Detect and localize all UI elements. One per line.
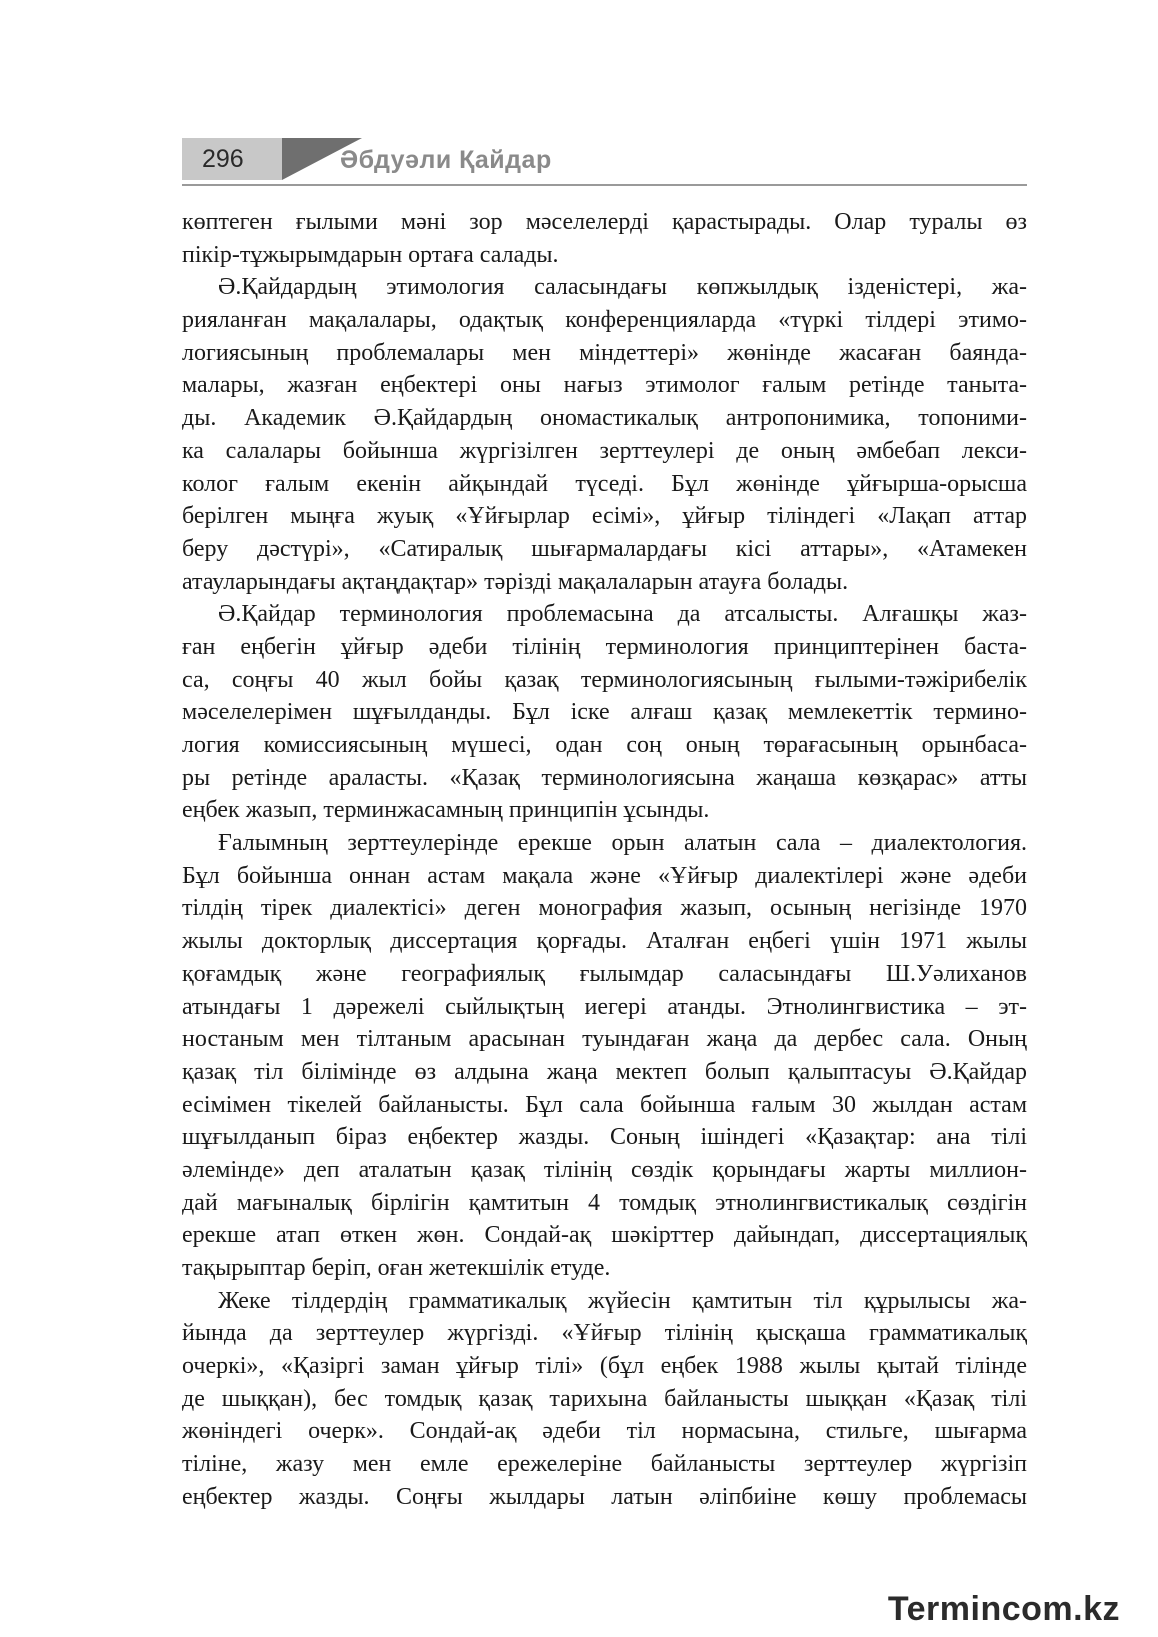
text-line: Ә.Қайдардың этимология саласындағы көпжылдық ізденістері, жа- <box>218 274 1027 301</box>
page-number: 296 <box>182 138 282 180</box>
running-head-author: Әбдуәли Қайдар <box>340 146 552 174</box>
text-line: йында да зерттеулер жүргізді. «Ұйғыр тілінің қысқаша грамматикалық <box>182 1320 1027 1347</box>
text-line: атауларындағы ақтаңдақтар» тәрізді мақалаларын атауға болады. <box>182 568 849 595</box>
text-line: ностаным мен тілтаным арасынан туындаған жаңа да дербес сала. Оның <box>182 1026 1027 1053</box>
text-line: қоғамдық және географиялық ғылымдар саласындағы Ш.Уәлиханов <box>182 960 1027 987</box>
text-line: есімімен тікелей байланысты. Бұл сала бойынша ғалым 30 жылдан астам <box>182 1091 1027 1118</box>
text-line: қазақ тіл білімінде өз алдына жаңа мектеп болып қалыптасуы Ә.Қайдар <box>182 1058 1027 1085</box>
header-rule <box>182 184 1027 186</box>
text-line: ка салалары бойынша жүргізілген зерттеулері де оның әмбебап лекси- <box>182 437 1027 464</box>
text-line: логия комиссиясының мүшесі, одан соң оның төрағасының орынбаса- <box>182 732 1027 758</box>
text-line: тақырыптар беріп, оған жетекшілік етуде. <box>182 1255 611 1281</box>
text-line: ды. Академик Ә.Қайдардың ономастикалық антропонимика, топоними- <box>182 405 1027 432</box>
text-line: ған еңбегін ұйғыр әдеби тілінің терминология принциптерінен баста- <box>182 633 1027 660</box>
text-line: көптеген ғылыми мәні зор мәселелерді қарастырады. Олар туралы өз <box>182 209 1027 235</box>
paragraph <box>182 598 1027 827</box>
text-line: еңбек жазып, терминжасамның принципін ұсынды. <box>182 797 710 824</box>
text-line: колог ғалым екенін айқындай түседі. Бұл жөнінде ұйғырша-орысша <box>182 470 1027 497</box>
text-line: пікір-тұжырымдарын ортаға салады. <box>182 241 559 268</box>
text-line: жылы докторлық диссертация қорғады. Аталған еңбегі үшін 1971 жылы <box>182 928 1027 955</box>
text-line: әлемінде» деп аталатын қазақ тілінің сөздік қорындағы жарты миллион- <box>182 1156 1027 1183</box>
body-text <box>182 206 1027 1514</box>
text-line: рияланған мақалалары, одақтық конференцияларда «түркі тілдері этимо- <box>182 307 1027 334</box>
text-line: са, соңғы 40 жыл бойы қазақ терминологиясының ғылыми-тәжірибелік <box>182 666 1027 693</box>
text-line: очеркі», «Қазіргі заман ұйғыр тілі» (бұл еңбек 1988 жылы қытай тілінде <box>182 1353 1027 1380</box>
text-line: ры ретінде араласты. «Қазақ терминологиясына жаңаша көзқарас» атты <box>182 764 1027 791</box>
text-line: шұғылданып біраз еңбектер жазды. Соның ішіндегі «Қазақтар: ана тілі <box>182 1124 1027 1151</box>
text-line: мәселелерімен шұғылданды. Бұл іске алғаш қазақ мемлекеттік термино- <box>182 699 1027 726</box>
text-line: малары, жазған еңбектері оны нағыз этимолог ғалым ретінде таныта- <box>182 372 1027 399</box>
text-line: тіліне, жазу мен емле ережелеріне байланысты зерттеулер жүргізіп <box>182 1451 1027 1478</box>
text-line: Бұл бойынша оннан астам мақала және «Ұйғыр диалектілері және әдеби <box>182 862 1027 889</box>
text-line: берілген мыңға жуық «Ұйғырлар есімі», ұйғыр тіліндегі «Лақап аттар <box>182 503 1027 530</box>
text-line: беру дәстүрі», «Сатиралық шығармалардағы кісі аттары», «Атамекен <box>182 535 1027 562</box>
text-line: тілдің тірек диалектісі» деген монография жазып, осының негізінде 1970 <box>182 895 1027 922</box>
paragraph <box>182 1285 1027 1514</box>
text-line: логиясының проблемалары мен міндеттері» жөнінде жасаған баянда- <box>182 339 1027 366</box>
text-line: атындағы 1 дәрежелі сыйлықтың иегері атанды. Этнолингвистика – эт- <box>182 993 1027 1020</box>
text-line: еңбектер жазды. Соңғы жылдары латын әліпбиіне көшу проблемасы <box>182 1483 1027 1510</box>
text-line: Жеке тілдердің грамматикалық жүйесін қамтитын тіл құрылысы жа- <box>218 1287 1027 1314</box>
running-header <box>182 138 1027 188</box>
paragraph <box>182 206 1027 271</box>
text-line: де шыққан), бес томдық қазақ тарихына байланысты шыққан «Қазақ тілі <box>182 1385 1027 1412</box>
paragraph <box>182 271 1027 598</box>
paragraph <box>182 827 1027 1285</box>
text-line: Ғалымның зерттеулерінде ерекше орын алатын сала – диалектология. <box>218 830 1027 857</box>
watermark-logo: Termincom.kz <box>887 1590 1120 1628</box>
text-line: Ә.Қайдар терминология проблемасына да атсалысты. Алғашқы жаз- <box>218 601 1027 628</box>
text-line: ерекше атап өткен жөн. Сондай-ақ шәкірттер дайындап, диссертациялық <box>182 1222 1027 1249</box>
text-line: жөніндегі очерк». Сондай-ақ әдеби тіл нормасына, стильге, шығарма <box>182 1418 1027 1445</box>
text-line: дай мағыналық бірлігін қамтитын 4 томдық этнолингвистикалық сөздігін <box>182 1189 1027 1216</box>
